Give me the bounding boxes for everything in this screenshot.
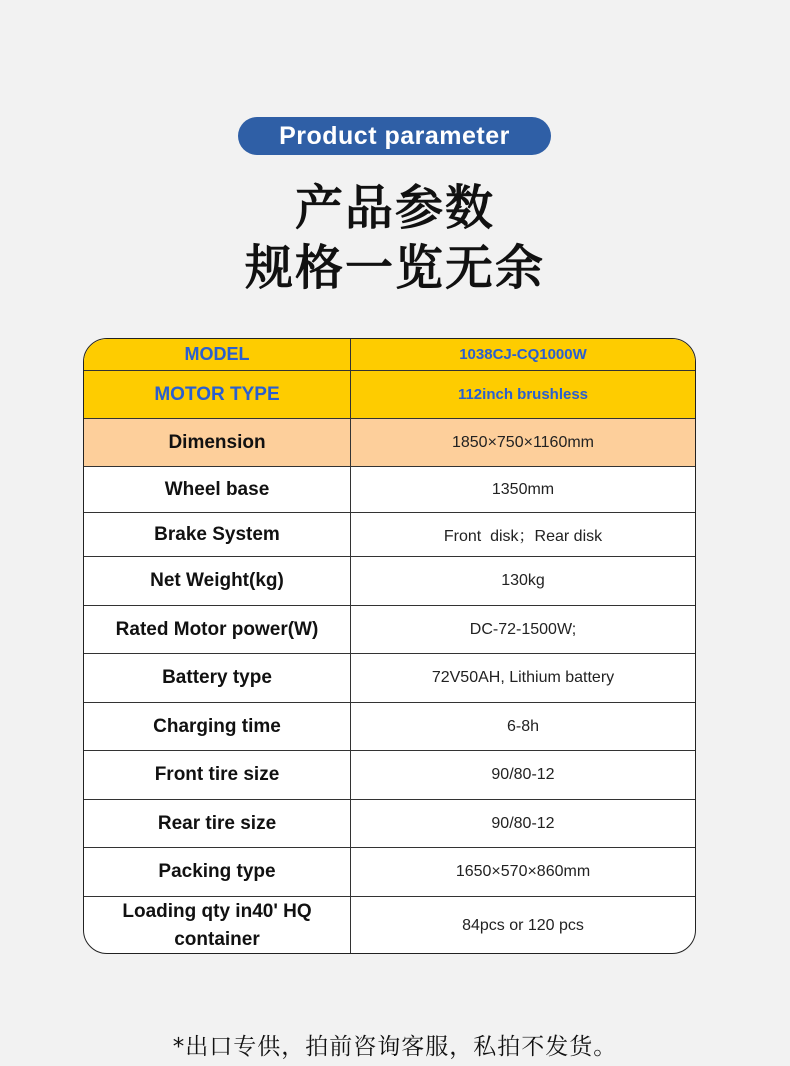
table-row-brake-system [84, 513, 695, 557]
row-value: 1850×750×1160mm [451, 433, 595, 451]
row-value: 130kg [501, 572, 545, 589]
row-value: 1350mm [491, 480, 555, 498]
row-value: 90/80-12 [491, 766, 555, 783]
product-parameter-banner: Product parameter [238, 117, 551, 155]
row-label: Front tire size [84, 751, 351, 799]
row-label: MODEL [84, 339, 351, 370]
row-label: Wheel base [84, 467, 351, 512]
row-value: 1038CJ-CQ1000W [459, 346, 587, 363]
row-value: Front disk；Rear disk [443, 528, 603, 545]
spec-table [83, 338, 696, 954]
table-row-packing-type [84, 848, 695, 897]
table-row-motor-type [84, 371, 695, 419]
table-row-wheel-base [84, 467, 695, 513]
row-label: Brake System [84, 513, 351, 556]
footer-note: *出口专供，拍前咨询客服，私拍不发货。 [172, 1034, 618, 1060]
table-row-battery-type [84, 654, 695, 703]
row-value: 90/80-12 [491, 814, 555, 832]
row-label: MOTOR TYPE [84, 371, 351, 418]
table-row-front-tire-size [84, 751, 695, 800]
row-value: 72V50AH, Lithium battery [431, 669, 615, 686]
row-label: Net Weight(kg) [84, 557, 351, 605]
row-label: Packing type [84, 848, 351, 896]
row-label: Loading qty in40' HQ container [84, 897, 351, 954]
heading-line-2: 规格一览无余 [244, 240, 545, 296]
row-value: 84pcs or 120 pcs [462, 917, 584, 934]
row-value: 112inch brushless [457, 386, 589, 403]
table-row-loading-qty [84, 897, 695, 954]
row-value: DC-72-1500W; [469, 620, 577, 638]
row-label: Battery type [84, 654, 351, 702]
table-row-rear-tire-size [84, 800, 695, 848]
row-label: Rated Motor power(W) [84, 606, 351, 653]
row-label: Dimension [84, 419, 351, 466]
table-row-model [84, 339, 695, 371]
row-value: 1650×570×860mm [455, 863, 591, 880]
table-row-net-weight [84, 557, 695, 606]
row-label: Charging time [84, 703, 351, 750]
row-label: Rear tire size [84, 800, 351, 847]
table-row-rated-motor-power [84, 606, 695, 654]
heading-line-1: 产品参数 [294, 180, 495, 236]
row-value: 6-8h [506, 717, 540, 735]
table-row-dimension [84, 419, 695, 467]
table-row-charging-time [84, 703, 695, 751]
